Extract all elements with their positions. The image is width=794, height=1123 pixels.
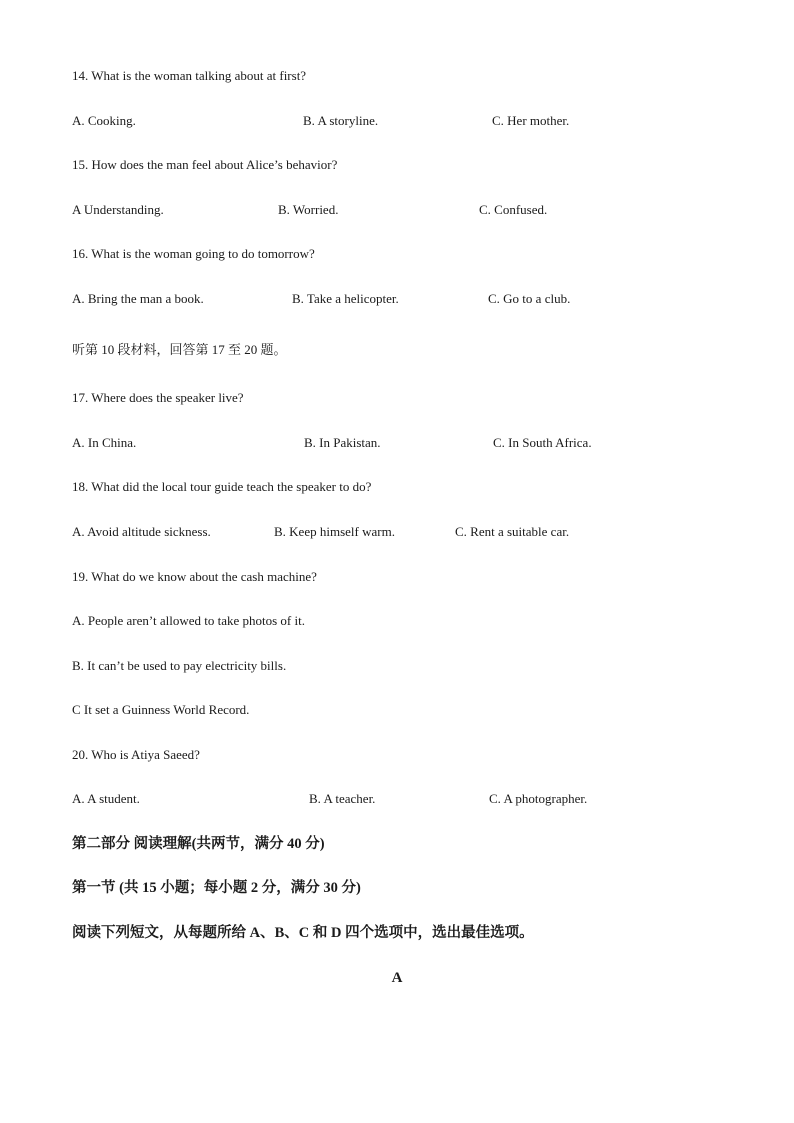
question-20-stem: 20. Who is Atiya Saeed? <box>72 747 200 762</box>
question-18-option-a: A. Avoid altitude sickness. <box>72 524 211 539</box>
question-20-option-c: C. A photographer. <box>489 791 588 806</box>
passage-label: A <box>391 970 403 986</box>
question-15-option-c: C. Confused. <box>479 202 548 217</box>
question-17-option-b: B. In Pakistan. <box>304 435 381 450</box>
question-17-option-a: A. In China. <box>72 435 137 450</box>
question-14-option-b: B. A storyline. <box>303 113 379 128</box>
question-19-option-c: C It set a Guinness World Record. <box>72 702 250 717</box>
question-20-option-a: A. A student. <box>72 791 140 806</box>
section-note: 听第 10 段材料，回答第 17 至 20 题。 <box>72 342 287 357</box>
question-14-option-c: C. Her mother. <box>492 113 570 128</box>
question-14-option-a: A. Cooking. <box>72 113 136 128</box>
question-15-option-b: B. Worried. <box>278 202 339 217</box>
question-19-option-a: A. People aren’t allowed to take photos of it. <box>72 613 305 628</box>
question-17-stem: 17. Where does the speaker live? <box>72 390 244 405</box>
question-15-option-a: A Understanding. <box>72 202 164 217</box>
question-19-stem: 19. What do we know about the cash machine? <box>72 569 317 584</box>
reading-instructions: 阅读下列短文，从每题所给 A、B、C 和 D 四个选项中，选出最佳选项。 <box>72 925 534 941</box>
question-17-option-c: C. In South Africa. <box>493 435 592 450</box>
question-16-option-c: C. Go to a club. <box>488 291 571 306</box>
question-16-option-a: A. Bring the man a book. <box>72 291 204 306</box>
question-19-option-b: B. It can’t be used to pay electricity bills. <box>72 658 287 673</box>
question-14-stem: 14. What is the woman talking about at first? <box>72 68 307 83</box>
section-one-title: 第一节 (共 15 小题；每小题 2 分，满分 30 分) <box>72 880 361 896</box>
question-18-stem: 18. What did the local tour guide teach the speaker to do? <box>72 479 372 494</box>
question-18-option-c: C. Rent a suitable car. <box>455 524 570 539</box>
part-two-title: 第二部分 阅读理解(共两节，满分 40 分) <box>72 836 325 852</box>
question-16-stem: 16. What is the woman going to do tomorrow? <box>72 246 315 261</box>
question-20-option-b: B. A teacher. <box>309 791 376 806</box>
question-16-option-b: B. Take a helicopter. <box>292 291 399 306</box>
question-18-option-b: B. Keep himself warm. <box>274 524 395 539</box>
question-15-stem: 15. How does the man feel about Alice’s behavior? <box>72 157 338 172</box>
